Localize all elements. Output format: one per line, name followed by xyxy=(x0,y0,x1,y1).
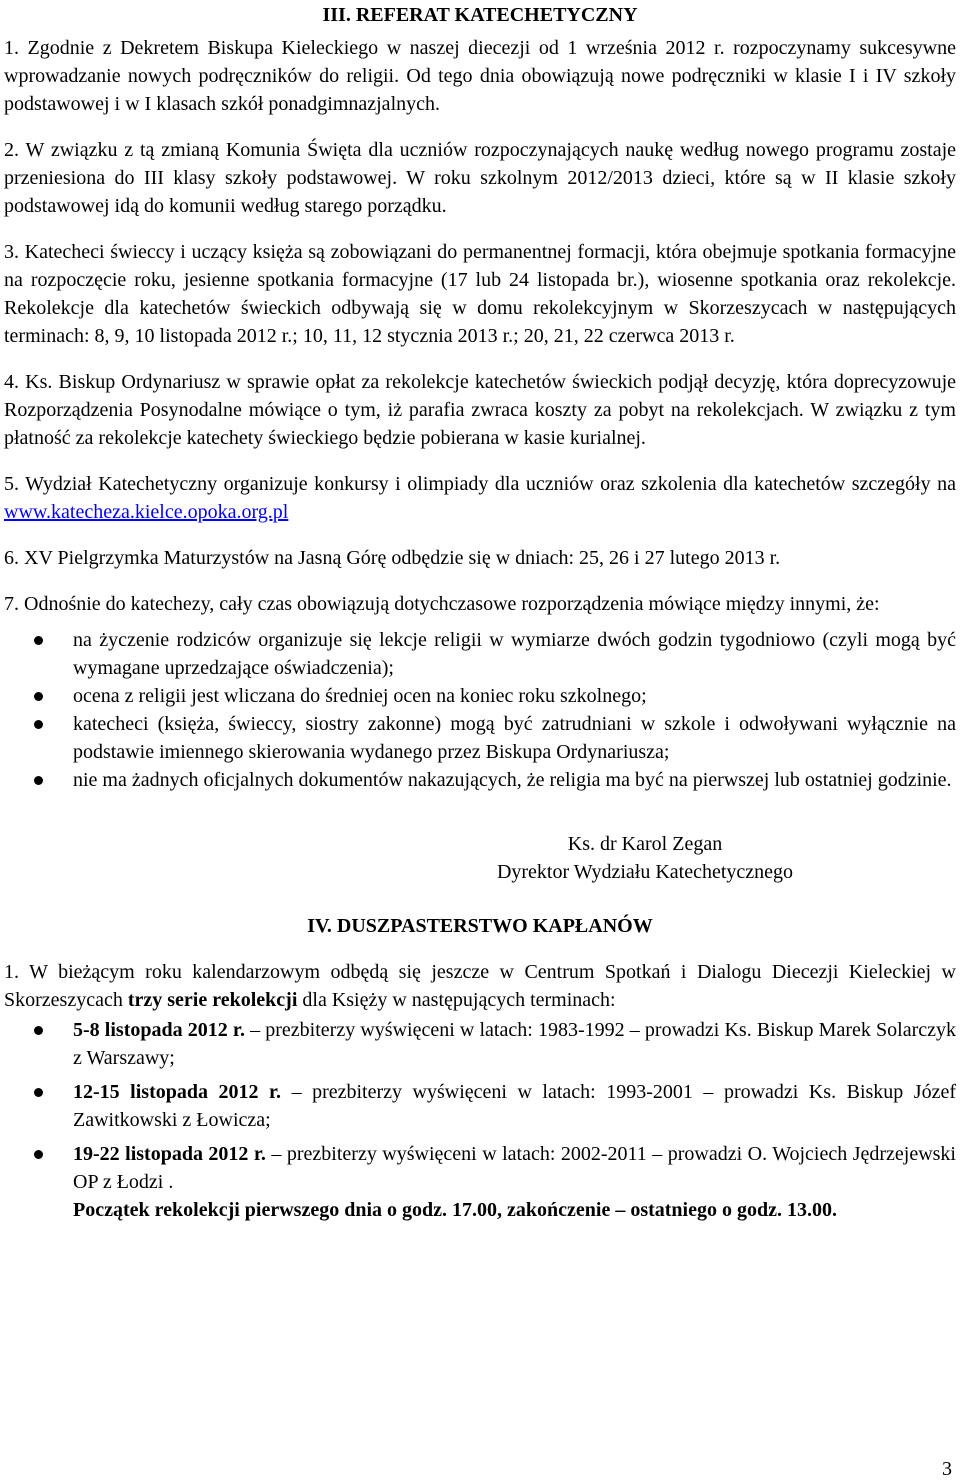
list-item xyxy=(4,1016,956,1072)
retreat-text: – prezbiterzy wyświęceni w latach: 2002-2011 – prowadzi O. Wojciech Jędrzejewski OP z Łodzi . xyxy=(73,1143,956,1193)
paragraph-retreats-text: 1. W bieżącym roku kalendarzowym odbędą się jeszcze w Centrum Spotkań i Dialogu Diecezji Kieleckiej w Skorzeszycach xyxy=(4,961,956,1011)
bullet-icon xyxy=(34,692,43,701)
signature-name: Ks. dr Karol Zegan xyxy=(567,833,723,855)
paragraph-2: 2. W związku z tą zmianą Komunia Święta dla uczniów rozpoczynających naukę według nowego programu zostaje przeniesiona do III klasy szkoły podstawowej. W roku szkolnym 2012/2013 dzieci, które są w II klasie szkoły podstawowej idą do komunii według starego porządku. xyxy=(4,139,956,217)
list-item xyxy=(4,682,956,710)
retreat-date: 19-22 listopada 2012 r. xyxy=(73,1143,266,1165)
section-title: IV. DUSZPASTERSTWO KAPŁANÓW xyxy=(307,915,653,937)
paragraph-5 xyxy=(4,470,956,526)
list-item xyxy=(4,710,956,766)
list-item-text: ocena z religii jest wliczana do średniej ocen na koniec roku szkolnego; xyxy=(73,685,647,707)
signature-role: Dyrektor Wydziału Katechetycznego xyxy=(496,861,794,883)
document-page xyxy=(4,0,956,1224)
bullet-icon xyxy=(34,636,43,645)
paragraph-1: 1. Zgodnie z Dekretem Biskupa Kieleckiego w naszej diecezji od 1 września 2012 r. rozpoczynamy sukcesywne wprowadzanie nowych podręczników do religii. Od tego dnia obowiązują nowe podręczniki w klasie I i IV szkoły podstawowej i w I klasach szkół ponadgimnazjalnych. xyxy=(4,37,956,115)
list-item-text: katecheci (księża, świeccy, siostry zakonne) mogą być zatrudniani w szkole i odwoływani wyłącznie na podstawie imiennego skierowania wydanego przez Biskupa Ordynariusza; xyxy=(73,713,956,763)
bullet-icon xyxy=(34,720,43,729)
retreats-list xyxy=(4,1016,956,1196)
bullet-icon xyxy=(34,1150,43,1159)
retreat-date: 5-8 listopada 2012 r. xyxy=(73,1019,245,1041)
paragraph-retreats xyxy=(4,958,956,1014)
retreats-emphasis: trzy serie rekolekcji xyxy=(127,989,298,1011)
section-title: III. REFERAT KATECHETYCZNY xyxy=(322,4,638,26)
bullet-icon xyxy=(34,1026,43,1035)
page-number: 3 xyxy=(942,1458,952,1480)
paragraph-retreats-tail: dla Księży w następujących terminach: xyxy=(297,989,616,1011)
paragraph-7: 7. Odnośnie do katechezy, cały czas obowiązują dotychczasowe rozporządzenia mówiące między innymi, że: xyxy=(4,593,880,615)
regulations-list xyxy=(4,626,956,794)
retreat-text: – prezbiterzy wyświęceni w latach: 1993-2001 – prowadzi Ks. Biskup Józef Zawitkowski z Łowicza; xyxy=(73,1081,956,1131)
list-item xyxy=(4,1140,956,1196)
katecheza-link[interactable]: www.katecheza.kielce.opoka.org.pl xyxy=(4,501,289,523)
retreat-text: – prezbiterzy wyświęceni w latach: 1983-1992 – prowadzi Ks. Biskup Marek Solarczyk z Warszawy; xyxy=(73,1019,956,1069)
paragraph-5-text: 5. Wydział Katechetyczny organizuje konkursy i olimpiady dla uczniów oraz szkolenia dla katechetów szczegóły na xyxy=(4,473,956,495)
list-item xyxy=(4,1078,956,1134)
bullet-icon xyxy=(34,776,43,785)
list-item-text: na życzenie rodziców organizuje się lekcje religii w wymiarze dwóch godzin tygodniowo (czyli mogą być wymagane uprzedzające oświadczenia); xyxy=(73,629,956,679)
paragraph-3: 3. Katecheci świeccy i uczący księża są zobowiązani do permanentnej formacji, która obejmuje spotkania formacyjne na rozpoczęcie roku, jesienne spotkania formacyjne (17 lub 24 listopada br.), wiosenne spotkania oraz rekolekcje. Rekolekcje dla katechetów świeckich odbywają się w domu rekolekcyjnym w Skorzeszycach w następujących terminach: 8, 9, 10 listopada 2012 r.; 10, 11, 12 stycznia 2013 r.; 20, 21, 22 czerwca 2013 r. xyxy=(4,241,956,347)
paragraph-6: 6. XV Pielgrzymka Maturzystów na Jasną Górę odbędzie się w dniach: 25, 26 i 27 lutego 2013 r. xyxy=(4,547,781,569)
retreat-date: 12-15 listopada 2012 r. xyxy=(73,1081,282,1103)
paragraph-4: 4. Ks. Biskup Ordynariusz w sprawie opłat za rekolekcje katechetów świeckich podjął decyzję, która doprecyzowuje Rozporządzenia Posynodalne mówiące o tym, iż parafia zwraca koszty za pobyt na rekolekcjach. W związku z tym płatność za rekolekcje katechety świeckiego będzie pobierana w kasie kurialnej. xyxy=(4,371,956,449)
bullet-icon xyxy=(34,1088,43,1097)
list-item xyxy=(4,626,956,682)
list-item xyxy=(4,766,956,794)
closing-note: Początek rekolekcji pierwszego dnia o godz. 17.00, zakończenie – ostatniego o godz. 13.00. xyxy=(73,1199,837,1221)
list-item-text: nie ma żadnych oficjalnych dokumentów nakazujących, że religia ma być na pierwszej lub ostatniej godzinie. xyxy=(73,769,952,791)
